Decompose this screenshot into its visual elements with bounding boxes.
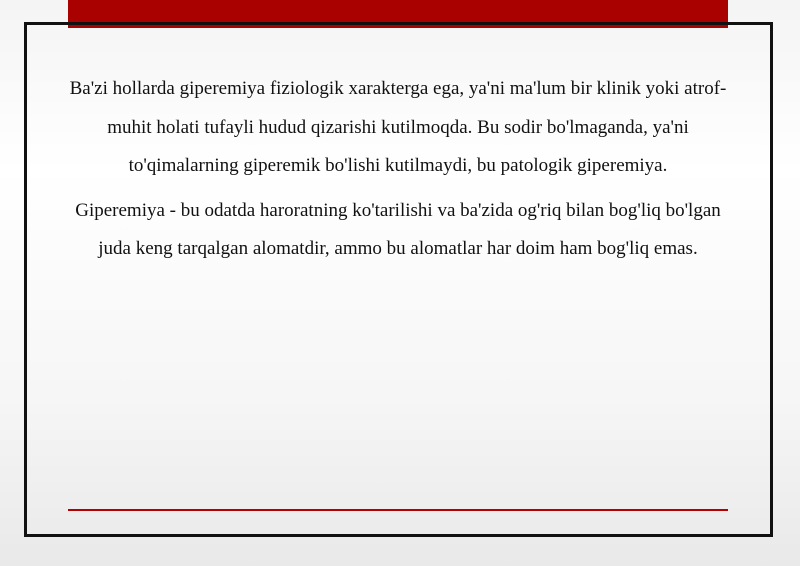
- paragraph-2: Giperemiya - bu odatda haroratning ko'tarilishi va ba'zida og'riq bilan bog'liq bo'lgan juda keng tarqalgan alomatdir, ammo bu alomatlar har doim ham bog'liq emas.: [75, 199, 721, 259]
- paragraph-1: Ba'zi hollarda giperemiya fiziologik xarakterga ega, ya'ni ma'lum bir klinik yoki atrof-muhit holati tufayli hudud qizarishi kutilmoqda. Bu sodir bo'lmaganda, ya'ni to'qimalarning giperemik bo'lishi kutilmaydi, bu patologik giperemiya.: [69, 78, 727, 176]
- slide-body-text: [68, 70, 728, 269]
- bottom-divider: [68, 509, 728, 511]
